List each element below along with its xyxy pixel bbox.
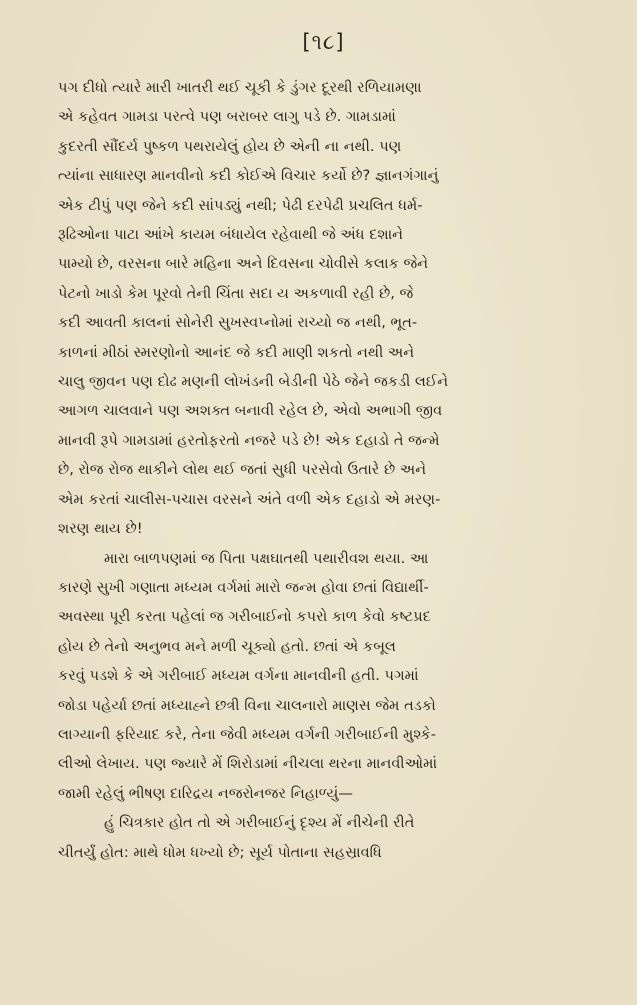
text-line: મારા બાળપણમાં જ પિતા પક્ષઘાતથી પથારીવશ થયા. આ xyxy=(104,549,429,567)
text-line: ત્યાંના સાધારણ માનવીનો કદી કોઈએ વિચાર કર્યો છે? જ્ઞાનગંગાનું xyxy=(58,167,439,185)
text-line: લીઓ લેખાય. પણ જ્યારે મેં શિરોડામાં નીચલા થરના માનવીઓમાં xyxy=(58,755,438,773)
text-line: કાળનાં મીઠાં સ્મરણોનો આનંદ જે કદી માણી શકતો નથી અને xyxy=(58,343,415,361)
text-line: અવસ્થા પૂરી કરતા પહેલાં જ ગરીબાઈનો કપરો કાળ કેવો કષ્ટપ્રદ xyxy=(58,608,431,626)
paragraph-2 xyxy=(58,544,589,809)
text-line: કુદરતી સૌંદર્ય પુષ્કળ પથરાયેલું હોય છે એની ના નથી. પણ xyxy=(58,137,402,155)
paragraph-1 xyxy=(58,73,589,544)
text-line: પેટનો ખાડો કેમ પૂરવો તેની ચિંતા સદા ય અકળાવી રહી છે, જે xyxy=(58,284,414,302)
text-line: રૂઢિઓના પાટા આંખે કાયમ બંધાયેલ રહેવાથી જે અંધ દશાને xyxy=(58,226,404,244)
text-line: કદી આવતી કાલનાં સોનેરી સુખસ્વપ્નોમાં રાચ્યો જ નથી, ભૂત- xyxy=(58,314,418,332)
text-line: હોય છે તેનો અનુભવ મને મળી ચૂક્યો હતો. છતાં એ કબૂલ xyxy=(58,637,396,655)
text-line: જોડા પહેર્યા છતાં મધ્યાહ્ને છત્રી વિના ચાલનારો માણસ જેમ તડકો xyxy=(58,696,436,714)
page-number: [૧૮] xyxy=(302,30,345,54)
text-line: છે, રોજ રોજ થાકીને લોથ થઈ જતાં સુધી પરસેવો ઉતારે છે અને xyxy=(58,461,427,479)
text-line: હું ચિત્રકાર હોત તો એ ગરીબાઈનું દૃશ્ય મેં નીચેની રીતે xyxy=(104,814,415,832)
text-line: પામ્યો છે, વરસના બારે મહિના અને દિવસના ચોવીસે કલાક જેને xyxy=(58,255,429,273)
text-line: આગળ ચાલવાને પણ અશક્ત બનાવી રહેલ છે, એવો અભાગી જીવ xyxy=(58,402,443,420)
text-line: લાગ્યાની ફરિયાદ કરે, તેના જેવી મધ્યમ વર્ગની ગરીબાઈની મુશ્કે- xyxy=(58,725,437,743)
text-line: પગ દીધો ત્યારે મારી ખાતરી થઈ ચૂકી કે ડુંગર દૂરથી રળિયામણા xyxy=(58,79,422,96)
text-line: કારણે સુખી ગણાતા મધ્યમ વર્ગમાં મારો જન્મ હોવા છતાં વિદ્યાર્થી- xyxy=(58,578,429,596)
text-line: એમ કરતાં ચાલીસ-પચાસ વરસને અંતે વળી એક દહાડો એ મરણ- xyxy=(58,490,441,508)
paragraph-3 xyxy=(58,808,589,867)
text-line: કરવું પડશે કે એ ગરીબાઈ મધ્યમ વર્ગના માનવીની હતી. પગમાં xyxy=(58,667,419,685)
text-line: એક ટીપું પણ જેને કદી સાંપડ્યું નથી; પેઢી દરપેઢી પ્રચલિત ધર્મ- xyxy=(58,196,423,214)
text-line: જામી રહેલું ભીષણ દારિદ્રય નજરોનજર નિહાળ્યું— xyxy=(58,784,353,802)
text-line: માનવી રૂપે ગામડામાં હરતોફરતો નજરે પડે છે! એક દહાડો તે જન્મે xyxy=(58,431,440,449)
text-line: એ કહેવત ગામડા પરત્વે પણ બરાબર લાગુ પડે છે. ગામડામાં xyxy=(58,108,396,126)
text-line: ચીતર્યું હોત: માથે ધોમ ધખ્યો છે; સૂર્ય પોતાના સહસ્રાવધિ xyxy=(58,843,382,861)
text-line: શરણ થાય છે! xyxy=(58,520,143,538)
text-line: ચાલુ જીવન પણ દોઢ મણની લોખંડની બેડીની પેઠે જેને જકડી લઈને xyxy=(58,373,449,391)
